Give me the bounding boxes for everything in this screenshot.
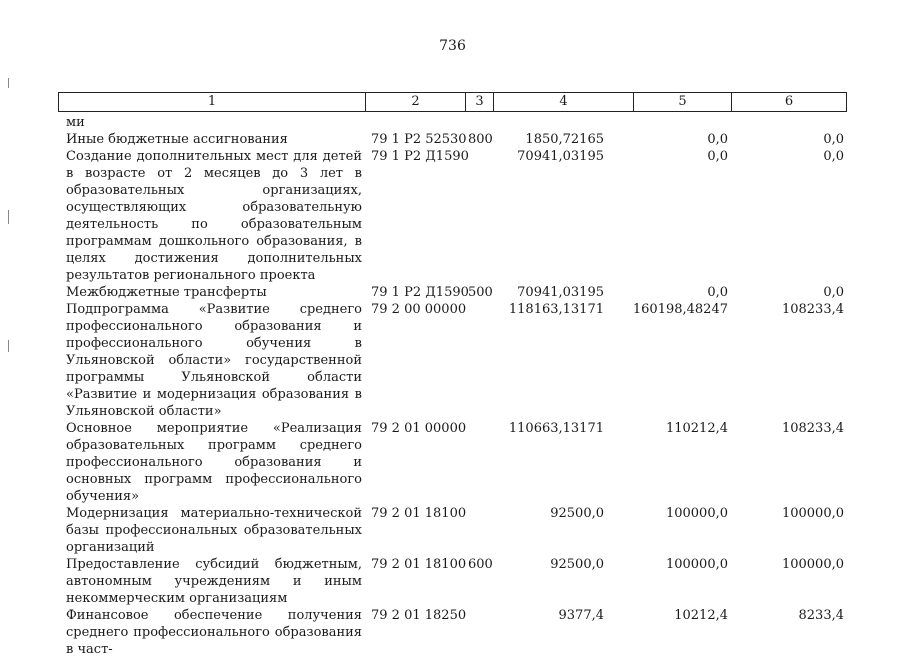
row-value-col4: 92500,0	[550, 557, 604, 572]
row-code: 79 1 Р2 52530	[371, 132, 467, 147]
row-value-col4: 92500,0	[550, 506, 604, 521]
scan-edge-mark	[8, 78, 9, 88]
table-row	[0, 607, 905, 658]
table-body	[0, 114, 905, 658]
row-code: 79 2 01 18100	[371, 506, 467, 521]
table-row	[0, 301, 905, 420]
row-code: 79 2 01 18250	[371, 608, 467, 623]
row-value-col5: 110212,4	[665, 421, 728, 436]
table-row	[0, 505, 905, 556]
table-row	[0, 556, 905, 607]
row-code: 79 2 01 18100	[371, 557, 467, 572]
header-col-6: 6	[784, 94, 794, 109]
row-value-col5: 100000,0	[665, 506, 728, 521]
row-value-col6: 108233,4	[781, 302, 844, 317]
row-expense-type: 600	[468, 557, 493, 572]
row-value-col6: 8233,4	[798, 608, 844, 623]
row-value-col5: 0,0	[707, 132, 728, 147]
row-value-col6: 100000,0	[781, 506, 844, 521]
row-value-col5: 10212,4	[674, 608, 728, 623]
row-value-col5: 0,0	[707, 285, 728, 300]
row-value-col4: 1850,72165	[525, 132, 604, 147]
table-row	[0, 114, 905, 131]
row-description: ми	[66, 115, 85, 130]
row-code: 79 1 Р2 Д1590	[371, 285, 469, 300]
row-value-col6: 0,0	[823, 285, 844, 300]
row-value-col6: 0,0	[823, 149, 844, 164]
header-col-4: 4	[494, 93, 634, 111]
row-description: Финансовое обеспечение получения среднего профессионального образования в част-	[66, 608, 362, 657]
table-row	[0, 420, 905, 505]
row-description: Предоставление субсидий бюджетным, автономным учреждениям и иным некоммерческим организациям	[66, 557, 362, 606]
table-header	[58, 92, 847, 112]
row-description: Основное мероприятие «Реализация образовательных программ среднего профессионального образования и основных программ профессионального обучения»	[66, 421, 362, 504]
header-col-1: 1	[59, 93, 366, 111]
row-value-col5: 100000,0	[665, 557, 728, 572]
row-description: Подпрограмма «Развитие среднего профессионального образования и профессионального обучения в Ульяновской области» государственной программы Ульяновской области «Развитие и модернизация образования в Ульяновской области»	[66, 302, 362, 419]
row-value-col6: 100000,0	[781, 557, 844, 572]
table-row	[0, 284, 905, 301]
header-col-5: 5	[634, 93, 732, 111]
scan-edge-mark	[8, 210, 9, 224]
row-value-col4: 70941,03195	[517, 149, 604, 164]
header-col-2: 2	[366, 93, 466, 111]
row-value-col4: 70941,03195	[517, 285, 604, 300]
table-row	[0, 131, 905, 148]
row-code: 79 2 01 00000	[371, 421, 467, 436]
row-expense-type: 800	[468, 132, 493, 147]
table-row	[0, 148, 905, 284]
row-expense-type: 500	[468, 285, 493, 300]
row-description: Модернизация материально-технической базы профессиональных образовательных организаций	[66, 506, 362, 555]
row-value-col4: 110663,13171	[508, 421, 604, 436]
row-code: 79 1 Р2 Д1590	[371, 149, 469, 164]
header-col-3: 3	[466, 93, 494, 111]
row-description: Иные бюджетные ассигнования	[66, 132, 288, 147]
row-value-col6: 108233,4	[781, 421, 844, 436]
scan-edge-mark	[8, 340, 9, 352]
row-value-col5: 0,0	[707, 149, 728, 164]
row-value-col4: 118163,13171	[508, 302, 604, 317]
page-number: 736	[439, 38, 466, 54]
row-description: Создание дополнительных мест для детей в возрасте от 2 месяцев до 3 лет в образовательных организациях, осуществляющих образовательную деятельность по образовательным программам дошкольного образования, в целях достижения дополнительных результатов регионального проекта	[66, 149, 362, 283]
row-code: 79 2 00 00000	[371, 302, 467, 317]
row-value-col5: 160198,48247	[632, 302, 728, 317]
row-description: Межбюджетные трансферты	[66, 285, 267, 300]
row-value-col4: 9377,4	[558, 608, 604, 623]
row-value-col6: 0,0	[823, 132, 844, 147]
